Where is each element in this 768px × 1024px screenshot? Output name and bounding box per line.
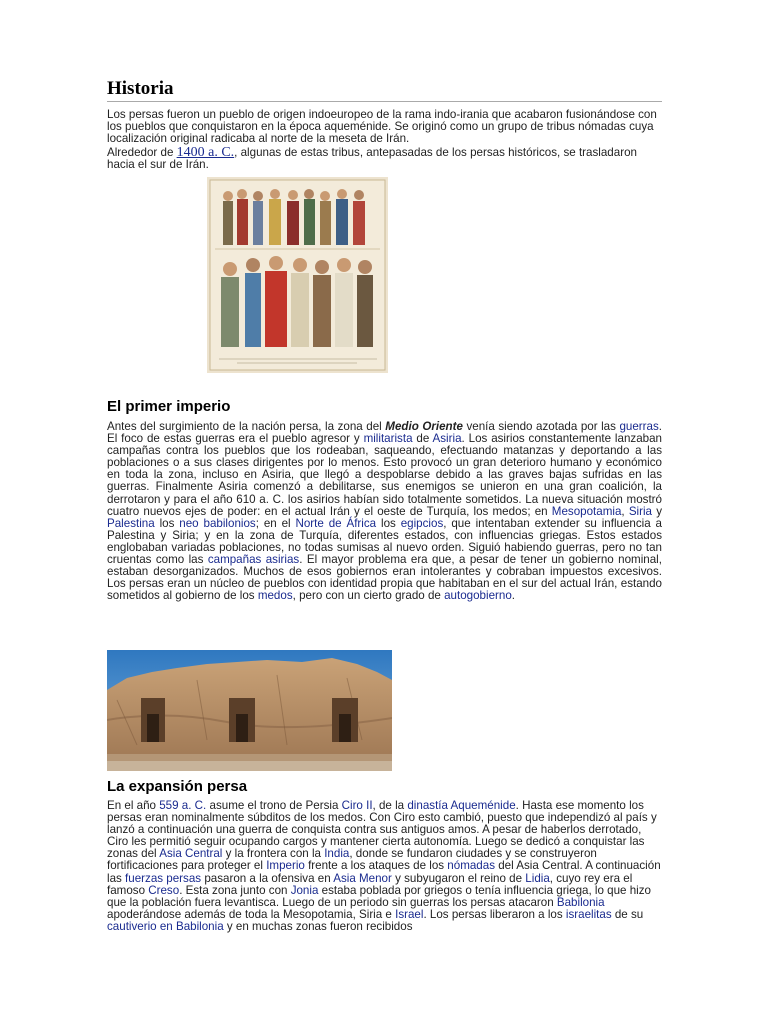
link-medos[interactable]: medos bbox=[257, 589, 293, 603]
expansion-persa-paragraph: En el año 559 a. C. asume el trono de Persia Ciro II, de la dinastía Aqueménide. Hasta ese momento los persas eran nominalmente súbditos de los medos. Con Ciro esto cambió, puesto que independizó al país y lanzó a continuación una guerra de conquista contra sus antiguos amos. A pesar de haberlos derrotado, Ciro les permitió seguir ocupando cargos y mantener cierta autonomía. Luego se dedicó a conquistar las zonas del Asia Central y la frontera con la India, donde se fundaron ciudades y se construyeron fortificaciones para proteger el Imperio frente a los ataques de los nómadas del Asia Central. A continuación las fuerzas persas pasaron a la ofensiva en Asia Menor y subyugaron el reino de Lidia, cuyo rey era el famoso Creso. Esta zona junto con Jonia estaba poblada por griegos o tenía influencia griega, lo que hizo que la población fuera levantisca. Luego de un periodo sin guerras los persas atacaron Babilonia apoderándose además de toda la Mesopotamia, Siria e Israel. Los persas liberaron a los israelitas de su cautiverio en Babilonia y en muchas zonas fueron recibidos bbox=[107, 799, 661, 933]
link-dinastia-aquemenide[interactable]: dinastía Aqueménide bbox=[407, 799, 516, 812]
link-neo-babilonios[interactable]: neo babilonios bbox=[179, 516, 256, 530]
link-israelitas[interactable]: israelitas bbox=[565, 907, 612, 921]
link-israel[interactable]: Israel bbox=[395, 907, 424, 921]
link-asia-central[interactable]: Asia Central bbox=[159, 847, 223, 861]
link-egipcios[interactable]: egipcios bbox=[400, 516, 444, 530]
persian-costume-illustration bbox=[207, 177, 388, 373]
link-asiria[interactable]: Asiria bbox=[432, 432, 462, 446]
historia-paragraph-1: Los persas fueron un pueblo de origen indoeuropeo de la rama indo-irania que acabaron fusionándose con los pueblos que conquistaron en la época aqueménide. Se originó como un grupo de tribus nómadas cuya localización original radicaba al norte de la meseta de Irán. bbox=[107, 108, 657, 146]
link-ciro-ii[interactable]: Ciro II bbox=[341, 799, 373, 812]
link-nomadas[interactable]: nómadas bbox=[447, 859, 495, 873]
link-babilonia[interactable]: Babilonia bbox=[556, 895, 605, 909]
link-autogobierno[interactable]: autogobierno bbox=[444, 589, 512, 603]
link-cautiverio-en-babilonia[interactable]: cautiverio en Babilonia bbox=[107, 919, 224, 933]
historia-paragraph-2: Alrededor de 1400 a. C., algunas de estas tribus, antepasadas de los persas históricos, se trasladaron hacia el sur de Irán. bbox=[107, 145, 637, 172]
link-norte-de-africa[interactable]: Norte de África bbox=[295, 516, 377, 530]
link-palestina[interactable]: Palestina bbox=[107, 516, 155, 530]
rock-tombs-photo bbox=[107, 650, 392, 771]
link-mesopotamia[interactable]: Mesopotamia bbox=[551, 504, 622, 518]
section-title-primer-imperio: El primer imperio bbox=[107, 398, 231, 415]
link-imperio[interactable]: Imperio bbox=[266, 859, 305, 873]
link-fuerzas-persas[interactable]: fuerzas persas bbox=[125, 871, 202, 885]
link-jonia[interactable]: Jonia bbox=[290, 883, 319, 897]
link-creso[interactable]: Creso bbox=[148, 883, 180, 897]
link-campanas-asirias[interactable]: campañas asirias bbox=[207, 553, 300, 567]
link-guerras[interactable]: guerras bbox=[619, 420, 659, 433]
link-559-ac[interactable]: 559 a. C. bbox=[159, 799, 207, 812]
link-asia-menor[interactable]: Asia Menor bbox=[333, 871, 392, 885]
primer-imperio-paragraph: Antes del surgimiento de la nación persa, la zona del Medio Oriente venía siendo azotada por las guerras. El foco de estas guerras era el pueblo agresor y militarista de Asiria. Los asirios constantemente lanzaban campañas contra los pueblos que los rodeaban, saqueando, efectuando matanzas y deportando a las poblaciones o a sus clases dirigentes por lo menos. Esto provocó un gran deterioro humano y económico en toda la zona, incluso en Asiria, que llegó a despoblarse debido a las graves bajas sufridas en las guerras. Finalmente Asiria comenzó a debilitarse, sus enemigos se unieron en una gran coalición, la derrotaron y para el año 610 a. C. los asirios habían sido totalmente sometidos. La nueva situación mostró cuatro nuevos ejes de poder: en el actual Irán y el oeste de Turquía, los medos; en Mesopotamia, Siria y Palestina los neo babilonios; en el Norte de África los egipcios, que intentaban extender su influencia a Palestina y Siria; y en la zona de Turquía, diferentes estados, con influencias griegas. Estos estados englobaban variadas poblaciones, no todas sumisas al nuevo orden. Siguió habiendo guerras, pero no tan cruentas como las campañas asirias. El mayor problema era que, a pesar de tener un gobierno nominal, estaban desorganizados. Muchos de esos gobiernos eran intolerantes y cobraban impuestos excesivos. Los persas eran un núcleo de pueblos con identidad propia que habitaban en el sur del actual Irán, estando sometidos al gobierno de los medos, pero con un cierto grado de autogobierno. bbox=[107, 420, 663, 603]
link-militarista[interactable]: militarista bbox=[363, 432, 413, 446]
link-lidia[interactable]: Lidia bbox=[525, 871, 550, 885]
link-1400-ac[interactable]: 1400 a. C. bbox=[176, 145, 235, 160]
link-siria[interactable]: Siria bbox=[628, 504, 653, 518]
link-india[interactable]: India bbox=[324, 847, 350, 861]
section-title-historia: Historia bbox=[107, 78, 662, 102]
section-title-expansion-persa: La expansión persa bbox=[107, 778, 248, 795]
